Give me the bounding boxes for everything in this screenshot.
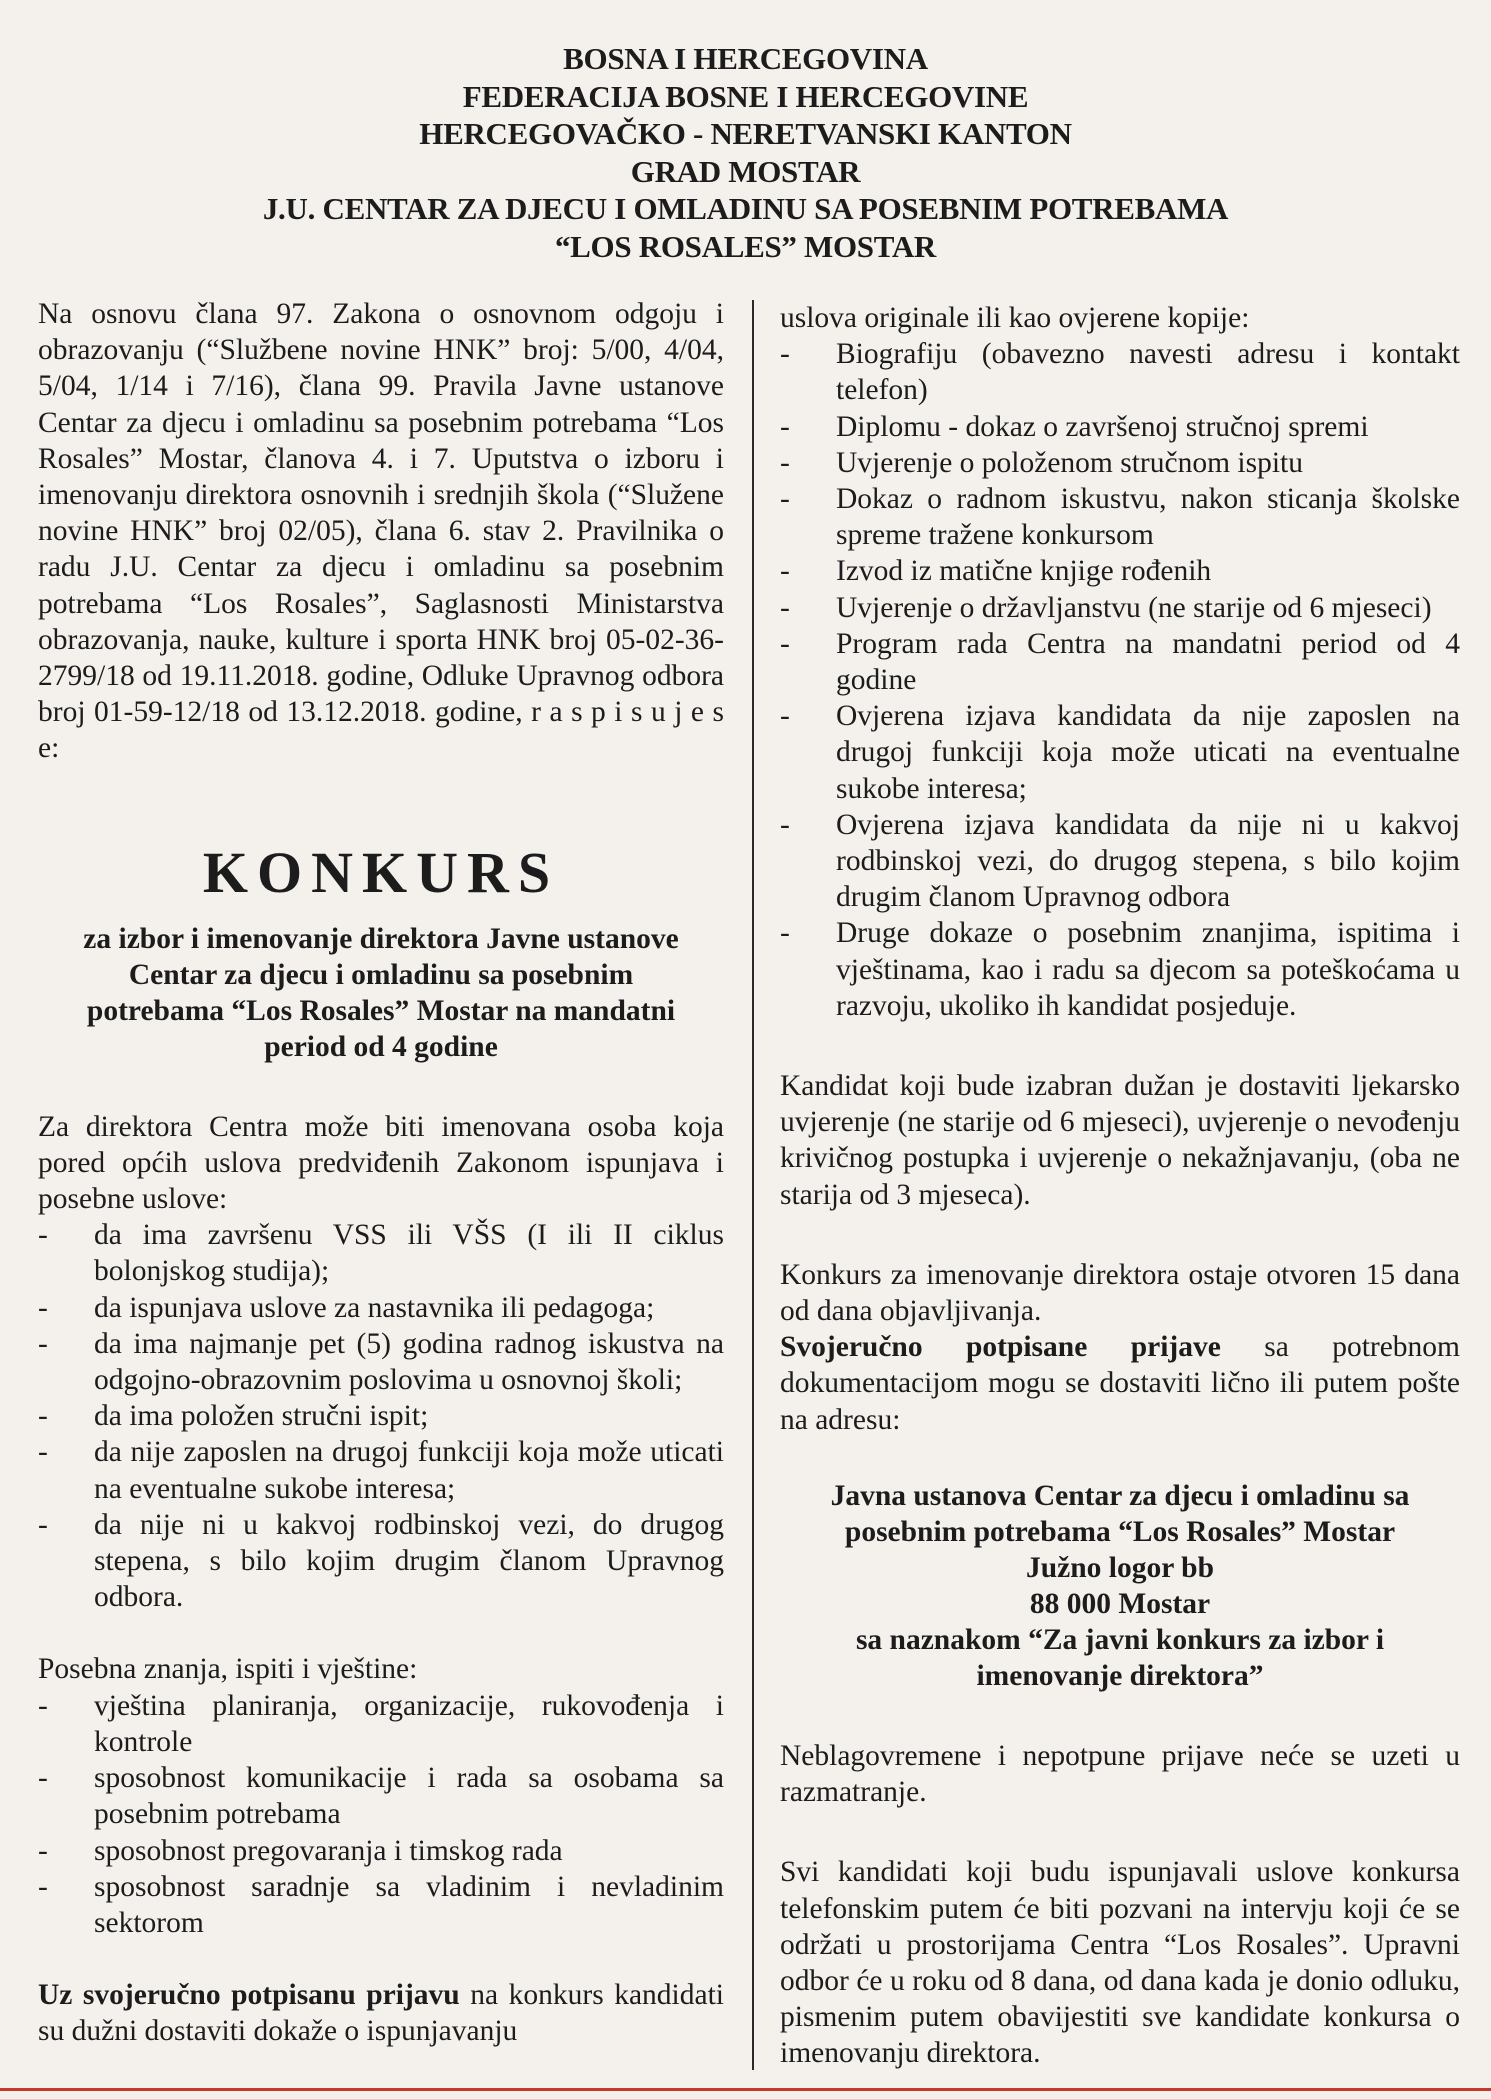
requirements-intro: Za direktora Centra može biti imenovana osoba koja pored općih uslova predviđenih Zakonom ispunjava i posebne uslove:: [38, 1110, 724, 1216]
left-column: [38, 296, 724, 2050]
requirements-list: [38, 1217, 724, 1615]
address-line: imenovanje direktora”: [976, 1659, 1264, 1692]
skills-intro: Posebna znanja, ispiti i vještine:: [38, 1653, 418, 1686]
list-item: - Program rada Centra na mandatni period od 4 godine: [780, 627, 1460, 697]
list-item: - Uvjerenje o položenom stručnom ispitu: [780, 445, 1460, 481]
list-item: - Druge dokaze o posebnim znanjima, ispitima i vještinama, kao i radu sa djecom sa poteškoćama u razvoju, ukoliko ih kandidat posjeduje.: [780, 917, 1460, 1022]
konkurs-subtitle: za izbor i imenovanje direktora Javne ustanove Centar za djecu i omladinu sa posebnim potrebama “Los Rosales” Mostar na mandatni period od 4 godine: [83, 922, 679, 1063]
list-item: - Ovjerena izjava kandidata da nije zaposlen na drugoj funkciji koja može uticati na eventualne sukobe interesa;: [780, 700, 1460, 805]
header-line: GRAD MOSTAR: [630, 153, 861, 189]
address-line: Južno logor bb: [1026, 1551, 1214, 1584]
open-period-paragraph: Konkurs za imenovanje direktora ostaje otvoren 15 dana od dana objavljivanja.: [780, 1258, 1460, 1328]
dash-marker: -: [38, 1291, 48, 1324]
konkurs-title: KONKURS: [202, 839, 560, 905]
list-item: - Diplomu - dokaz o završenoj stručnoj spremi: [780, 409, 1460, 445]
dash-marker: -: [38, 1327, 48, 1360]
dash-marker: -: [780, 700, 790, 733]
dash-marker: -: [38, 1689, 48, 1722]
medical-paragraph: Kandidat koji bude izabran dužan je dostaviti ljekarsko uvjerenje (ne starije od 6 mjeseci), uvjerenje o nevođenju krivičnog postupka i uvjerenje o nekažnjavanju, (oba ne starija od 3 mjeseca).: [780, 1070, 1460, 1211]
dash-marker: -: [38, 1834, 48, 1867]
dash-marker: -: [38, 1762, 48, 1795]
list-item: - sposobnost pregovaranja i timskog rada: [38, 1833, 724, 1869]
closing-bold: Uz svojeručno potpisanu prijavu: [38, 1979, 460, 2012]
dash-marker: -: [780, 591, 790, 624]
skills-list: [38, 1688, 724, 1941]
list-item: - da nije zaposlen na drugoj funkciji koja može uticati na eventualne sukobe interesa;: [38, 1436, 724, 1505]
submission-paragraph: [780, 1329, 1460, 1438]
header-line: BOSNA I HERCEGOVINA: [563, 41, 928, 76]
dash-marker: -: [38, 1508, 48, 1541]
mailing-address: [780, 1478, 1460, 1694]
intro-paragraph: Na osnovu člana 97. Zakona o osnovnom odgoju i obrazovanju (“Službene novine HNK” broj: 5/00, 4/04, 5/04, 1/14 i 7/16), člana 99. Pravila Javne ustanove Centar za djecu i omladinu sa posebnim potrebama “Los Rosales” Mostar, članova 4. i 7. Uputstva o izboru i imenovanju direktora osnovnih i srednjih škola (“Služene novine HNK” broj 02/05), člana 6. stav 2. Pravilnika o radu J.U. Centar za djecu i omladinu sa posebnim potrebama “Los Rosales”, Saglasnosti Ministarstva obrazovanja, nauke, kulture i sporta HNK broj 05-02-36-2799/18 od 19.11.2018. godine, Odluke Upravnog odbora broj 01-59-12/18 od 13.12.2018. godine, r a s p i s u j e s e:: [38, 298, 724, 765]
incomplete-notice: Neblagovremene i nepotpune prijave neće se uzeti u razmatranje.: [780, 1739, 1460, 1809]
list-item: - Ovjerena izjava kandidata da nije ni u kakvoj rodbinskoj vezi, do drugog stepena, s bilo kojim drugim članom Upravnog odbora: [780, 808, 1460, 914]
dash-marker: -: [38, 1400, 48, 1433]
list-item: - sposobnost komunikacije i rada sa osobama sa posebnim potrebama: [38, 1762, 724, 1831]
right-column: [780, 300, 1460, 2072]
submission-text: sa potrebnom dokumentacijom mogu se dostaviti lično ili putem pošte na adresu:: [780, 1331, 1461, 1436]
list-item: - sposobnost saradnje sa vladinim i nevladinim sektorom: [38, 1870, 724, 1939]
continuation-text: uslova originale ili kao ovjerene kopije:: [780, 302, 1250, 334]
list-item: - da ispunjava uslove za nastavnika ili pedagoga;: [38, 1290, 724, 1326]
header-line: HERCEGOVAČKO - NERETVANSKI KANTON: [419, 116, 1072, 151]
dash-marker: -: [780, 410, 790, 443]
list-item: - Biografiju (obavezno navesti adresu i kontakt telefon): [780, 338, 1460, 407]
header-line: “LOS ROSALES” MOSTAR: [554, 228, 937, 264]
submission-bold: Svojeručno potpisane prijave: [780, 1331, 1221, 1364]
header-line: J.U. CENTAR ZA DJECU I OMLADINU SA POSEBNIM POTREBAMA: [262, 191, 1229, 226]
dash-marker: -: [38, 1870, 48, 1903]
list-item: - Uvjerenje o državljanstvu (ne starije od 6 mjeseci): [780, 590, 1460, 626]
dash-marker: -: [780, 917, 790, 950]
list-item: - da nije ni u kakvoj rodbinskoj vezi, do drugog stepena, s bilo kojim drugim članom Upravnog odbora.: [38, 1508, 724, 1614]
closing-text: na konkurs kandidati su dužni dostaviti dokaže o ispunjavanju: [38, 1979, 724, 2048]
dash-marker: -: [38, 1219, 48, 1252]
dash-marker: -: [780, 808, 790, 841]
dash-marker: -: [38, 1436, 48, 1469]
address-line: 88 000 Mostar: [1029, 1587, 1211, 1620]
address-line: sa naznakom “Za javni konkurs za izbor i: [855, 1623, 1385, 1656]
address-line: Javna ustanova Centar za djecu i omladinu sa: [830, 1479, 1410, 1512]
list-item: - Izvod iz matične knjige rođenih: [780, 553, 1460, 589]
list-item: - da ima završenu VSS ili VŠS (I ili II ciklus bolonjskog studija);: [38, 1219, 724, 1288]
dash-marker: -: [780, 483, 790, 516]
dash-marker: -: [780, 555, 790, 588]
address-line: posebnim potrebama “Los Rosales” Mostar: [844, 1515, 1396, 1548]
column-divider: [752, 300, 754, 2070]
document-header: [0, 40, 1491, 265]
dash-marker: -: [780, 627, 790, 660]
interview-paragraph: Svi kandidati koji budu ispunjavali uslove konkursa telefonskim putem će biti pozvani na intervju koji će se održati u prostorijama Centra “Los Rosales”. Upravni odbor će u roku od 8 dana, od dana kada je donio odluku, pismenim putem obavijestiti sve kandidate konkursa o imenovanju direktora.: [780, 1856, 1460, 2070]
closing-paragraph: [38, 1977, 724, 2049]
documents-list: [780, 336, 1460, 1024]
list-item: - da ima najmanje pet (5) godina radnog iskustva na odgojno-obrazovnim poslovima u osnovnoj školi;: [38, 1327, 724, 1397]
dash-marker: -: [780, 338, 790, 371]
header-line: FEDERACIJA BOSNE I HERCEGOVINE: [462, 78, 1029, 114]
dash-marker: -: [780, 446, 790, 479]
bottom-border-line: [0, 2088, 1491, 2091]
list-item: - Dokaz o radnom iskustvu, nakon sticanja školske spreme tražene konkursom: [780, 483, 1460, 552]
list-item: - vještina planiranja, organizacije, rukovođenja i kontrole: [38, 1689, 724, 1758]
list-item: - da ima položen stručni ispit;: [38, 1398, 724, 1434]
